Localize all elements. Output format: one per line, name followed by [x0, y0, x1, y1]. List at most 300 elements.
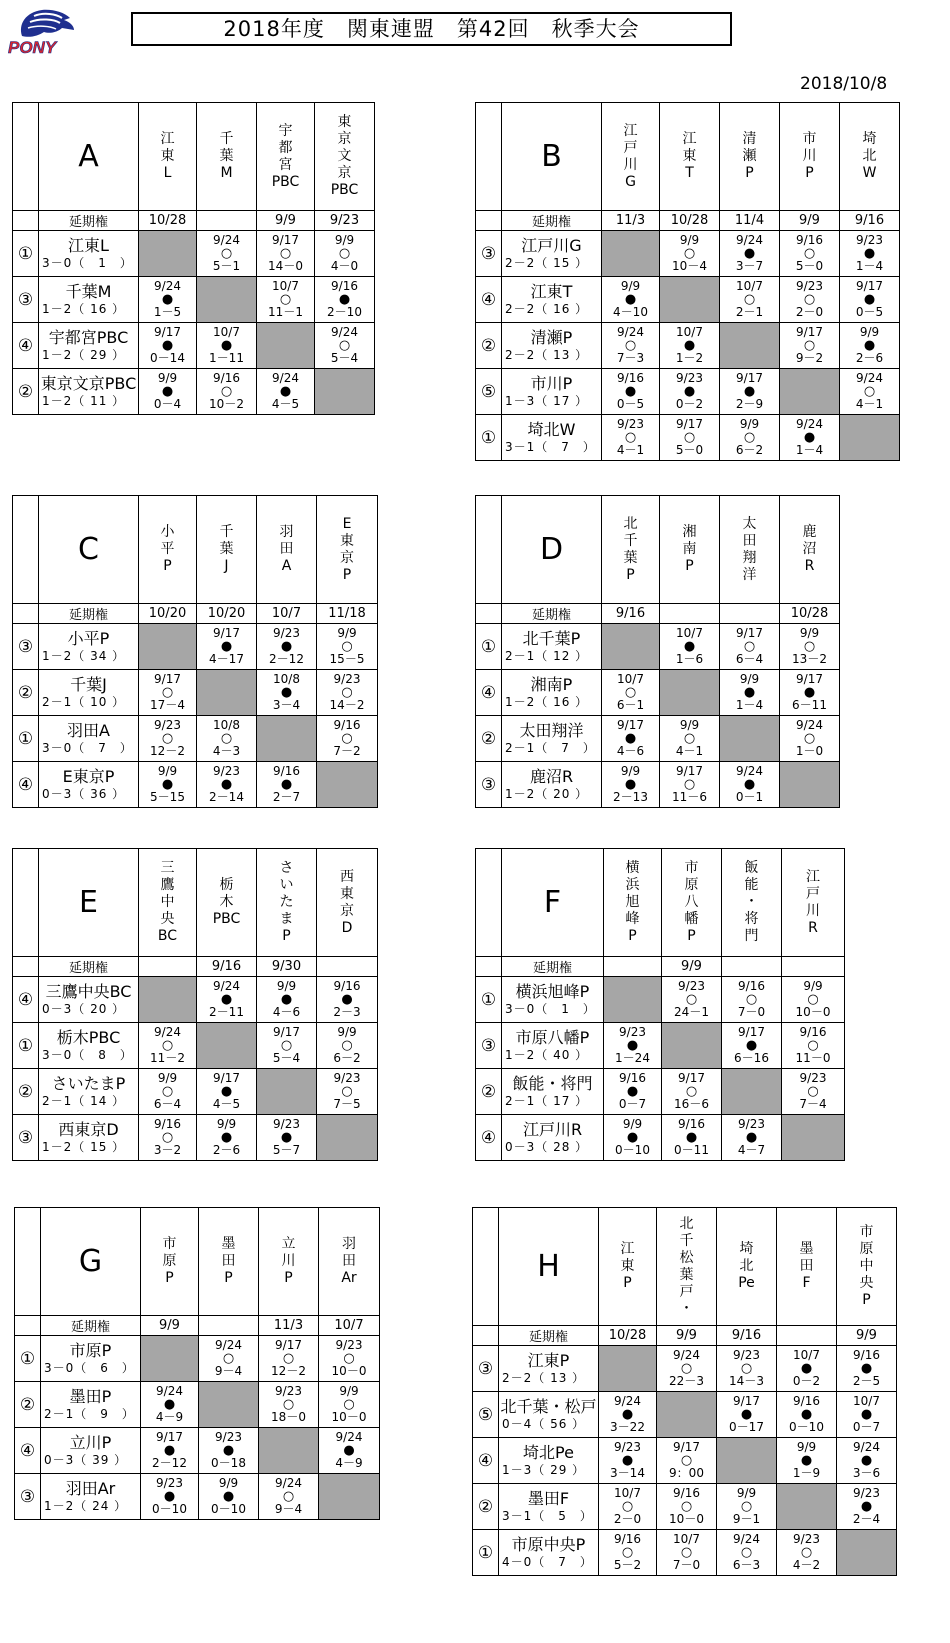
self-match-cell [840, 415, 900, 461]
column-team-name: 横 浜 旭 峰 P [604, 849, 662, 957]
table-row [476, 1069, 845, 1115]
team-record: 1－2（ 29 ） [42, 348, 126, 362]
table-row [13, 277, 375, 323]
match-date: 9/23 [614, 1440, 641, 1454]
self-match-cell [141, 1336, 199, 1382]
team-record: 3－0（ 8 ） [42, 1048, 133, 1062]
table-row [15, 1428, 380, 1474]
team-info [39, 670, 139, 716]
win-mark-icon: ○ [683, 430, 696, 445]
match-score: 0－2 [792, 1374, 821, 1388]
match-score: 4－5 [212, 1097, 241, 1111]
table-row [476, 716, 840, 762]
team-name: 羽田Ar [65, 1479, 116, 1498]
match-result [139, 323, 197, 369]
seed-number: ⑤ [473, 1392, 499, 1438]
table-row [476, 977, 845, 1023]
match-score: 11－2 [150, 1051, 185, 1065]
table-row [473, 1346, 897, 1392]
match-score: 10－2 [209, 397, 244, 411]
match-date: 9/17 [154, 325, 181, 339]
match-result [599, 1530, 657, 1576]
team-info [502, 231, 602, 277]
match-date: 9/23 [215, 1430, 242, 1444]
match-date: 9/17 [738, 1025, 765, 1039]
report-date: 2018/10/8 [800, 74, 888, 94]
match-result [319, 1428, 380, 1474]
match-score: 2－6 [212, 1143, 241, 1157]
match-score: 6－3 [732, 1558, 761, 1572]
team-record: 1－2（ 16 ） [42, 302, 126, 316]
entitlement-date: 9/16 [197, 957, 257, 977]
match-score: 11－1 [268, 305, 303, 319]
group-letter: B [502, 103, 602, 211]
match-date: 9/23 [617, 417, 644, 431]
team-info [39, 231, 139, 277]
loss-mark-icon: ● [280, 1130, 293, 1145]
match-result [720, 369, 780, 415]
loss-mark-icon: ● [683, 639, 696, 654]
self-match-cell [777, 1484, 837, 1530]
team-record: 2－2（ 16 ） [505, 302, 589, 316]
match-result [662, 1069, 722, 1115]
team-record: 0－3（ 39 ） [44, 1453, 128, 1467]
seed-number: ④ [15, 1428, 41, 1474]
table-row [13, 369, 375, 415]
loss-mark-icon: ● [624, 384, 637, 399]
win-mark-icon: ○ [621, 1499, 634, 1514]
entitlement-label: 延期権 [39, 957, 139, 977]
entitlement-date: 10/28 [780, 604, 840, 624]
entitlement-date: 9/9 [837, 1326, 897, 1346]
loss-mark-icon: ● [626, 1038, 639, 1053]
match-date: 9/9 [679, 718, 700, 732]
team-record: 0－4（ 56 ） [502, 1417, 586, 1431]
match-score: 5－4 [272, 1051, 301, 1065]
win-mark-icon: ○ [807, 1038, 819, 1053]
table-row [13, 762, 378, 808]
match-date: 9/16 [853, 1348, 880, 1362]
table-row [476, 369, 900, 415]
match-result [780, 670, 840, 716]
entitlement-label: 延期権 [39, 604, 139, 624]
self-match-cell [197, 1023, 257, 1069]
win-mark-icon: ○ [621, 1545, 634, 1560]
team-name: E東京P [62, 767, 115, 786]
match-score: 0－5 [616, 397, 645, 411]
group-b-table [475, 102, 900, 461]
match-date: 9/17 [676, 764, 703, 778]
table-row [476, 231, 900, 277]
win-mark-icon: ○ [680, 1453, 693, 1468]
corner-cell [473, 1208, 499, 1326]
match-date: 9/16 [333, 979, 361, 993]
entitlement-label: 延期権 [41, 1316, 141, 1336]
match-date: 9/17 [272, 233, 299, 247]
match-score: 3－14 [610, 1466, 645, 1480]
team-name: 江東L [68, 236, 109, 255]
team-record: 2－1（ 7 ） [505, 741, 596, 755]
team-record: 1－3（ 29 ） [502, 1463, 586, 1477]
match-score: 9：00 [669, 1466, 704, 1480]
win-mark-icon: ○ [220, 246, 233, 261]
match-date: 9/16 [154, 1117, 181, 1131]
match-date: 9/24 [617, 325, 644, 339]
entitlement-date: 10/20 [197, 604, 257, 624]
team-record: 1－3（ 17 ） [505, 394, 589, 408]
win-mark-icon: ○ [803, 246, 816, 261]
match-result [197, 977, 257, 1023]
column-team-name: 市 原 中 央 P [837, 1208, 897, 1326]
match-date: 9/17 [733, 1394, 760, 1408]
match-result [602, 762, 660, 808]
column-team-name: 埼 北 W [840, 103, 900, 211]
match-date: 9/24 [853, 1440, 880, 1454]
match-score: 10－4 [672, 259, 707, 273]
seed-number: ⑤ [476, 369, 502, 415]
team-name: 湘南P [530, 675, 573, 694]
match-date: 10/8 [213, 718, 240, 732]
match-result [257, 231, 315, 277]
match-date: 9/9 [218, 1476, 239, 1490]
match-result [317, 1023, 378, 1069]
team-info [39, 762, 139, 808]
team-info [499, 1484, 599, 1530]
match-date: 9/23 [333, 1071, 361, 1085]
loss-mark-icon: ● [220, 338, 233, 353]
team-record: 3－1（ 5 ） [502, 1509, 593, 1523]
match-date: 9/17 [856, 279, 883, 293]
group-e-table [12, 848, 378, 1161]
match-score: 17－4 [150, 698, 185, 712]
seed-number: ② [473, 1484, 499, 1530]
match-date: 9/9 [796, 1440, 817, 1454]
match-date: 9/17 [796, 325, 823, 339]
team-name: さいたまP [51, 1074, 126, 1093]
match-score: 22－3 [669, 1374, 704, 1388]
match-score: 0－5 [855, 305, 884, 319]
entitlement-date: 9/16 [840, 211, 900, 231]
match-date: 9/23 [619, 1025, 646, 1039]
seed-number: ③ [476, 1023, 502, 1069]
loss-mark-icon: ● [800, 1407, 813, 1422]
match-score: 7－5 [333, 1097, 361, 1111]
loss-mark-icon: ● [624, 731, 637, 746]
team-record: 1－2（ 40 ） [505, 1048, 589, 1062]
team-name: 鹿沼R [529, 767, 574, 786]
match-score: 5－1 [212, 259, 241, 273]
match-score: 9－4 [214, 1364, 243, 1378]
column-team-name: 江 東 L [139, 103, 197, 211]
table-row [476, 1115, 845, 1161]
match-date: 10/8 [273, 672, 300, 686]
match-score: 1－5 [153, 305, 182, 319]
match-date: 9/24 [156, 1384, 183, 1398]
entitlement-date: 10/7 [319, 1316, 380, 1336]
entitlement-date: 11/3 [602, 211, 660, 231]
entitlement-date: 9/9 [257, 211, 315, 231]
loss-mark-icon: ● [279, 384, 292, 399]
team-name: 市川P [530, 374, 573, 393]
seed-number: ② [476, 716, 502, 762]
match-result [662, 977, 722, 1023]
match-score: 4－3 [212, 744, 241, 758]
match-date: 9/16 [619, 1071, 646, 1085]
team-record: 2－2（ 15 ） [505, 256, 589, 270]
match-result [660, 369, 720, 415]
seed-number: ④ [13, 323, 39, 369]
loss-mark-icon: ● [222, 1443, 235, 1458]
table-row [13, 323, 375, 369]
match-score: 5－15 [150, 790, 185, 804]
team-info [499, 1530, 599, 1576]
match-score: 9－2 [795, 351, 824, 365]
entitlement-date: 11/4 [720, 211, 780, 231]
match-score: 3－4 [272, 698, 301, 712]
group-letter: E [39, 849, 139, 957]
match-result [319, 1336, 380, 1382]
match-score: 18－0 [271, 1410, 306, 1424]
loss-mark-icon: ● [860, 1453, 873, 1468]
match-date: 9/24 [213, 979, 240, 993]
loss-mark-icon: ● [860, 1407, 873, 1422]
self-match-cell [257, 323, 315, 369]
loss-mark-icon: ● [863, 338, 876, 353]
team-name: 市原中央P [511, 1535, 586, 1554]
match-score: 4－1 [855, 397, 884, 411]
entitlement-date: 10/20 [139, 604, 197, 624]
match-result [782, 1023, 845, 1069]
match-date: 9/23 [273, 1117, 300, 1131]
seed-number: ③ [13, 624, 39, 670]
team-name: 太田翔洋 [519, 721, 584, 740]
match-date: 10/7 [676, 325, 703, 339]
entitlement-date: 10/7 [257, 604, 317, 624]
loss-mark-icon: ● [621, 1453, 634, 1468]
match-score: 0－2 [675, 397, 704, 411]
win-mark-icon: ○ [743, 292, 756, 307]
match-result [197, 369, 257, 415]
team-name: 飯能・将門 [512, 1074, 593, 1093]
team-info [39, 1023, 139, 1069]
self-match-cell [720, 323, 780, 369]
match-result [315, 231, 375, 277]
match-result [780, 716, 840, 762]
match-result [660, 716, 720, 762]
match-result [199, 1336, 259, 1382]
match-result [257, 624, 317, 670]
match-date: 9/9 [216, 1117, 237, 1131]
entitlement-date: 10/28 [660, 211, 720, 231]
column-team-name: 江 東 T [660, 103, 720, 211]
self-match-cell [197, 670, 257, 716]
loss-mark-icon: ● [803, 430, 816, 445]
loss-mark-icon: ● [624, 292, 637, 307]
seed-number: ① [13, 231, 39, 277]
match-score: 16－6 [674, 1097, 709, 1111]
win-mark-icon: ○ [680, 1499, 693, 1514]
win-mark-icon: ○ [343, 1397, 355, 1412]
match-result [660, 624, 720, 670]
match-score: 14－3 [729, 1374, 764, 1388]
team-name: 三鷹中央BC [45, 982, 132, 1001]
team-name: 西東京D [58, 1120, 119, 1139]
match-result [782, 977, 845, 1023]
seed-number: ③ [476, 762, 502, 808]
self-match-cell [604, 977, 662, 1023]
column-team-name: 北 千 葉 P [602, 496, 660, 604]
corner-cell [473, 1326, 499, 1346]
match-result [720, 231, 780, 277]
loss-mark-icon: ● [280, 685, 293, 700]
win-mark-icon: ○ [161, 1084, 174, 1099]
match-score: 1－4 [735, 698, 764, 712]
entitlement-label: 延期権 [39, 211, 139, 231]
match-result [139, 277, 197, 323]
win-mark-icon: ○ [282, 1397, 295, 1412]
seed-number: ③ [15, 1474, 41, 1520]
match-result [199, 1474, 259, 1520]
match-date: 9/9 [803, 979, 823, 993]
match-date: 9/16 [799, 1025, 827, 1039]
loss-mark-icon: ● [745, 1038, 758, 1053]
match-result [717, 1484, 777, 1530]
match-result [657, 1346, 717, 1392]
win-mark-icon: ○ [624, 430, 637, 445]
match-result [602, 716, 660, 762]
loss-mark-icon: ● [683, 338, 696, 353]
column-team-name: 羽 田 A [257, 496, 317, 604]
match-result [317, 624, 378, 670]
loss-mark-icon: ● [626, 1130, 639, 1145]
seed-number: ② [13, 369, 39, 415]
table-row [476, 323, 900, 369]
table-row [13, 624, 378, 670]
team-info [41, 1428, 141, 1474]
match-date: 9/17 [736, 371, 763, 385]
match-score: 2－13 [613, 790, 648, 804]
match-score: 4－1 [675, 744, 704, 758]
seed-number: ③ [473, 1346, 499, 1392]
match-score: 0－14 [150, 351, 185, 365]
match-date: 10/7 [853, 1394, 880, 1408]
match-result [197, 323, 257, 369]
seed-number: ④ [13, 762, 39, 808]
match-score: 1－9 [792, 1466, 821, 1480]
match-score: 2－12 [152, 1456, 187, 1470]
win-mark-icon: ○ [743, 639, 756, 654]
loss-mark-icon: ● [163, 1489, 176, 1504]
team-info [41, 1382, 141, 1428]
match-date: 9/24 [154, 279, 181, 293]
seed-number: ① [476, 415, 502, 461]
match-score: 12－2 [150, 744, 185, 758]
team-name: 千葉J [70, 675, 107, 694]
corner-cell [13, 103, 39, 211]
match-date: 9/23 [156, 1476, 183, 1490]
svg-text:PONY: PONY [8, 38, 57, 56]
team-name: 江東P [527, 1351, 570, 1370]
team-name: 小平P [67, 629, 110, 648]
match-score: 9－1 [732, 1512, 761, 1526]
loss-mark-icon: ● [220, 1084, 233, 1099]
seed-number: ① [15, 1336, 41, 1382]
match-score: 1－2 [675, 351, 704, 365]
team-name: 東京文京PBC [40, 374, 137, 393]
match-result [257, 1115, 317, 1161]
team-record: 0－3（ 36 ） [42, 787, 126, 801]
self-match-cell [259, 1428, 319, 1474]
match-result [199, 1428, 259, 1474]
team-info [39, 369, 139, 415]
match-score: 10－0 [669, 1512, 704, 1526]
group-a-table [12, 102, 375, 415]
match-date: 9/23 [796, 279, 823, 293]
match-result [141, 1474, 199, 1520]
team-info [499, 1438, 599, 1484]
table-row [15, 1382, 380, 1428]
match-score: 1－4 [795, 443, 824, 457]
match-score: 14－2 [329, 698, 365, 712]
win-mark-icon: ○ [680, 1361, 693, 1376]
match-result [315, 277, 375, 323]
self-match-cell [139, 977, 197, 1023]
win-mark-icon: ○ [343, 1351, 355, 1366]
team-record: 2－1（ 17 ） [505, 1094, 589, 1108]
match-score: 10－0 [795, 1005, 831, 1019]
match-result [139, 1115, 197, 1161]
entitlement-date: 9/16 [717, 1326, 777, 1346]
loss-mark-icon: ● [800, 1361, 813, 1376]
table-row [473, 1484, 897, 1530]
match-score: 1－24 [615, 1051, 650, 1065]
match-result [782, 1069, 845, 1115]
team-name: 宇都宮PBC [48, 328, 129, 347]
team-info [499, 1392, 599, 1438]
match-result [717, 1392, 777, 1438]
match-result [657, 1438, 717, 1484]
match-date: 9/16 [738, 979, 765, 993]
group-letter: F [502, 849, 604, 957]
corner-cell [15, 1316, 41, 1336]
match-score: 0－11 [674, 1143, 709, 1157]
match-score: 7－0 [737, 1005, 766, 1019]
match-result [604, 1069, 662, 1115]
match-date: 9/9 [334, 233, 355, 247]
match-score: 10－0 [331, 1410, 367, 1424]
win-mark-icon: ○ [807, 1084, 819, 1099]
match-result [717, 1530, 777, 1576]
column-team-name: 小 平 P [139, 496, 197, 604]
loss-mark-icon: ● [626, 1084, 639, 1099]
match-score: 2－5 [852, 1374, 881, 1388]
entitlement-label: 延期権 [502, 604, 602, 624]
match-date: 9/24 [856, 371, 883, 385]
column-team-name: 湘 南 P [660, 496, 720, 604]
match-score: 2－6 [855, 351, 884, 365]
match-score: 9－4 [274, 1502, 303, 1516]
win-mark-icon: ○ [683, 246, 696, 261]
win-mark-icon: ○ [803, 639, 816, 654]
match-result [317, 670, 378, 716]
loss-mark-icon: ● [743, 246, 756, 261]
match-result [319, 1382, 380, 1428]
match-date: 9/17 [676, 417, 703, 431]
team-info [502, 977, 604, 1023]
self-match-cell [722, 1069, 782, 1115]
match-score: 11－0 [795, 1051, 831, 1065]
entitlement-date: 9/23 [315, 211, 375, 231]
